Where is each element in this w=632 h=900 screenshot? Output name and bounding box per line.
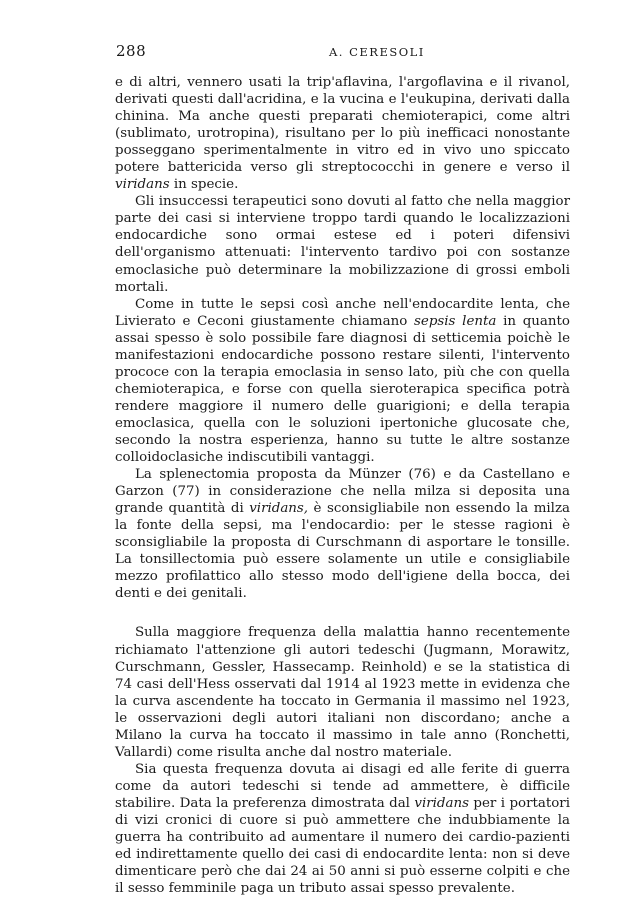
paragraph	[115, 624, 570, 760]
paragraph	[115, 466, 570, 602]
italic-text: sepsis lenta	[414, 313, 497, 329]
text-run: La splenectomia proposta da Münzer (76) e da Castellano e Garzon (77) in considerazione che nella milza si deposita una grande quantità di	[115, 467, 570, 517]
text-run: è sconsigliabile non essendo la milza la fonte della sepsi, ma l'endocardio: per le stesse ragioni è sconsigliabile la proposta di Curschmann di asportare le tonsille. La tonsillectomia può essere solamente un utile e consigliabile mezzo profilattico allo stesso modo dell'igiene della bocca, dei denti e dei genitali.	[115, 501, 570, 602]
italic-text: viridans	[115, 177, 170, 193]
text-run: in quanto assai spesso è solo possibile fare diagnosi di setticemia poichè le manifestazioni endocardiche possono restare silenti, l'intervento prococe con la terapia emoclasia in senso lato, più che con quella chemioterapica, e forse con quella sieroterapica specifica potrà rendere maggiore il numero delle guarigioni; e della terapia emoclasica, quella con le soluzioni ipertoniche glucosate che, secondo la nostra esperienza, hanno su tutte le altre sostanze colloidoclasiche indiscutibili vantaggi.	[115, 313, 570, 466]
text-run: in specie.	[169, 177, 239, 193]
text-run: Sia questa frequenza dovuta ai disagi ed alle ferite di guerra come da autori tedeschi si tende ad ammettere, è difficile stabilire. Data la preferenza dimostrata dal	[115, 761, 570, 811]
body-text	[115, 74, 570, 897]
page-header	[115, 42, 570, 66]
italic-text: viridans,	[249, 501, 309, 517]
text-run: per i portatori di vizi cronici di cuore si può ammettere che indubbiamente la guerra ha contribuito ad aumentare il numero dei cardio-pazienti ed indirettamente quello dei casi di endocardite lenta: non si deve dimenticare però che dai 24 ai 50 anni si può esserne colpiti e che il sesso femminile paga un tributo assai spesso prevalente.	[115, 795, 570, 897]
running-head: A. CERESOLI	[329, 45, 425, 59]
text-run: Gli insuccessi terapeutici sono dovuti al fatto che nella maggior parte dei casi si interviene troppo tardi quando le localizzazioni endocardiche sono ormai estese ed i poteri difensivi dell'organismo attenuati: l'intervento tardivo poi con sostanze emoclasiche può determinare la mobilizzazione di grossi emboli mortali.	[115, 194, 570, 295]
text-run: Come in tutte le sepsi così anche nell'endocardite lenta, che Livierato e Ceconi giustamente chiamano	[115, 296, 570, 329]
paragraph	[115, 296, 570, 466]
paragraph	[115, 74, 570, 193]
page-number: 288	[116, 42, 147, 60]
italic-text: viridans	[414, 795, 469, 811]
text-run: Sulla maggiore frequenza della malattia hanno recentemente richiamato l'attenzione gli autori tedeschi (Jugmann, Morawitz, Curschmann, Gessler, Hassecamp. Reinhold) e se la statistica di 74 casi dell'Hess osservati dal 1914 al 1923 mette in evidenza che la curva ascendente ha toccato in Germania il massimo nel 1923, le osservazioni degli autori italiani non discordano; anche a Milano la curva ha toccato il massimo in tale anno (Ronchetti, Vallardi) come risulta anche dal nostro materiale.	[115, 625, 570, 760]
paragraph	[115, 761, 570, 897]
page	[115, 42, 570, 897]
text-run: e di altri, vennero usati la trip'aflavina, l'argoflavina e il rivanol, derivati questi dall'acridina, e la vucina e l'eukupina, derivati dalla chinina. Ma anche questi preparati chemioterapici, come altri (sublimato, urotropina), risultano per lo più inefficaci nonostante posseggano sperimentalmente in vitro ed in vivo uno spiccato potere battericida verso gli streptococchi in genere e verso il	[115, 75, 570, 176]
paragraph	[115, 193, 570, 295]
